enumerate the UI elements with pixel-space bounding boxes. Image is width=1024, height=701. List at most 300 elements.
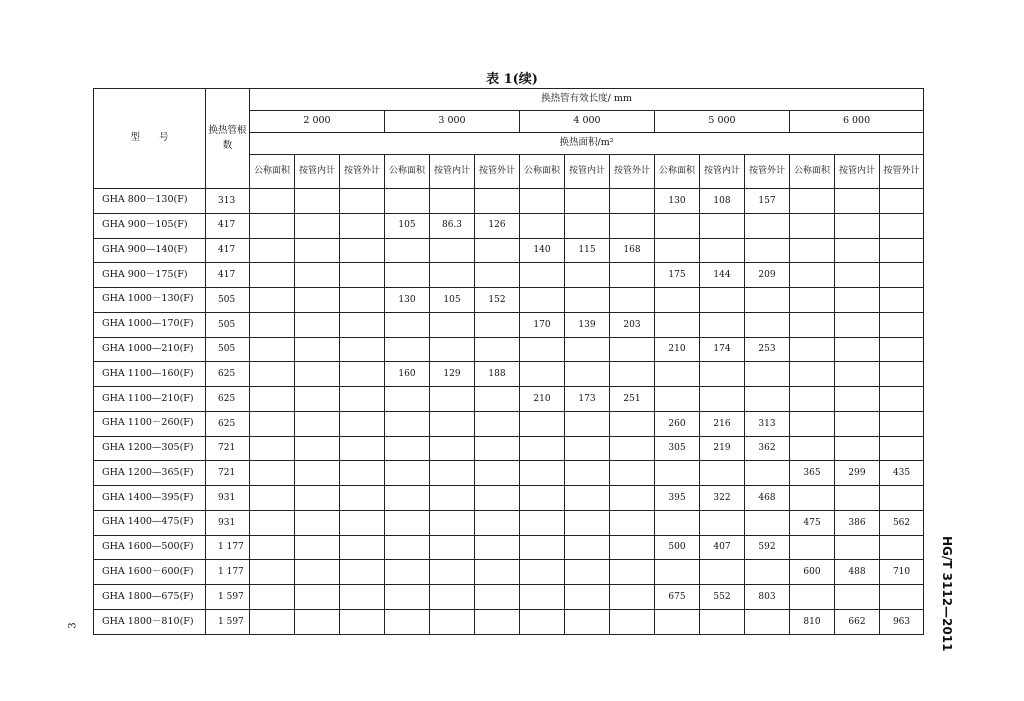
value-cell: [835, 585, 880, 610]
value-cell: [745, 213, 790, 238]
value-cell: [475, 486, 520, 511]
value-cell: [385, 461, 430, 486]
value-cell: [520, 585, 565, 610]
tube-count-cell: 417: [206, 263, 250, 288]
value-cell: [340, 238, 385, 263]
table-row: [94, 288, 924, 313]
value-cell: [610, 337, 655, 362]
tube-count-cell: 625: [206, 387, 250, 412]
value-cell: [430, 238, 475, 263]
value-cell: [655, 238, 700, 263]
header-sub-1-2: 按管外计: [475, 155, 520, 189]
value-cell: [385, 387, 430, 412]
value-cell: [430, 337, 475, 362]
value-cell: [295, 535, 340, 560]
tube-count-cell: 625: [206, 362, 250, 387]
value-cell: [250, 610, 295, 635]
tube-count-cell: 1 177: [206, 560, 250, 585]
value-cell: [385, 535, 430, 560]
value-cell: [790, 263, 835, 288]
value-cell: [790, 238, 835, 263]
value-cell: 500: [655, 535, 700, 560]
value-cell: [790, 312, 835, 337]
value-cell: 365: [790, 461, 835, 486]
header-sub-3-2: 按管外计: [745, 155, 790, 189]
value-cell: [880, 288, 924, 313]
table-row: [94, 263, 924, 288]
value-cell: [385, 337, 430, 362]
table-row: [94, 535, 924, 560]
value-cell: [520, 436, 565, 461]
model-cell: GHA 1100－260(F): [94, 411, 206, 436]
value-cell: [520, 560, 565, 585]
value-cell: [700, 213, 745, 238]
value-cell: [610, 288, 655, 313]
value-cell: 115: [565, 238, 610, 263]
value-cell: 810: [790, 610, 835, 635]
value-cell: [430, 263, 475, 288]
value-cell: [250, 238, 295, 263]
value-cell: 86.3: [430, 213, 475, 238]
value-cell: [520, 288, 565, 313]
value-cell: [295, 610, 340, 635]
model-cell: GHA 1600—500(F): [94, 535, 206, 560]
standard-code: HG/T 3112—2011: [940, 536, 954, 652]
value-cell: [790, 213, 835, 238]
value-cell: [475, 610, 520, 635]
tube-count-cell: 505: [206, 312, 250, 337]
value-cell: 386: [835, 510, 880, 535]
value-cell: [880, 238, 924, 263]
value-cell: 710: [880, 560, 924, 585]
value-cell: [475, 312, 520, 337]
value-cell: [295, 288, 340, 313]
value-cell: [475, 189, 520, 214]
value-cell: [880, 189, 924, 214]
value-cell: [610, 560, 655, 585]
value-cell: [250, 288, 295, 313]
value-cell: [880, 213, 924, 238]
value-cell: [385, 486, 430, 511]
value-cell: [340, 560, 385, 585]
value-cell: 144: [700, 263, 745, 288]
value-cell: [880, 585, 924, 610]
value-cell: [340, 288, 385, 313]
table-caption: 表 1(续): [486, 72, 538, 87]
value-cell: [790, 387, 835, 412]
table-row: [94, 610, 924, 635]
value-cell: [250, 189, 295, 214]
value-cell: [835, 411, 880, 436]
value-cell: [790, 585, 835, 610]
value-cell: [565, 560, 610, 585]
value-cell: [745, 312, 790, 337]
header-length-6000: 6 000: [790, 111, 924, 133]
value-cell: [340, 362, 385, 387]
value-cell: [295, 312, 340, 337]
value-cell: 152: [475, 288, 520, 313]
value-cell: [340, 436, 385, 461]
value-cell: 126: [475, 213, 520, 238]
value-cell: [700, 288, 745, 313]
value-cell: 140: [520, 238, 565, 263]
value-cell: [295, 189, 340, 214]
value-cell: [295, 461, 340, 486]
value-cell: 139: [565, 312, 610, 337]
model-cell: GHA 1200—365(F): [94, 461, 206, 486]
value-cell: [835, 436, 880, 461]
value-cell: [385, 436, 430, 461]
value-cell: [565, 213, 610, 238]
value-cell: 170: [520, 312, 565, 337]
value-cell: 160: [385, 362, 430, 387]
value-cell: [430, 436, 475, 461]
value-cell: [610, 610, 655, 635]
value-cell: [565, 189, 610, 214]
header-length-2000: 2 000: [250, 111, 385, 133]
table-row: [94, 461, 924, 486]
tube-count-cell: 505: [206, 337, 250, 362]
value-cell: [385, 585, 430, 610]
value-cell: 105: [430, 288, 475, 313]
value-cell: [565, 585, 610, 610]
value-cell: [520, 213, 565, 238]
value-cell: [610, 263, 655, 288]
value-cell: [520, 535, 565, 560]
value-cell: [520, 610, 565, 635]
value-cell: 552: [700, 585, 745, 610]
page-number: 3: [67, 622, 79, 629]
value-cell: [700, 362, 745, 387]
value-cell: [250, 387, 295, 412]
value-cell: 188: [475, 362, 520, 387]
table-row: [94, 560, 924, 585]
value-cell: 963: [880, 610, 924, 635]
value-cell: [700, 238, 745, 263]
value-cell: [385, 560, 430, 585]
value-cell: [250, 585, 295, 610]
value-cell: [430, 510, 475, 535]
tube-count-cell: 1 597: [206, 610, 250, 635]
value-cell: [295, 585, 340, 610]
tube-count-cell: 625: [206, 411, 250, 436]
value-cell: [250, 312, 295, 337]
value-cell: [475, 238, 520, 263]
value-cell: [340, 461, 385, 486]
value-cell: [430, 560, 475, 585]
value-cell: [385, 189, 430, 214]
value-cell: [835, 387, 880, 412]
value-cell: 468: [745, 486, 790, 511]
value-cell: [250, 486, 295, 511]
value-cell: 313: [745, 411, 790, 436]
value-cell: [385, 610, 430, 635]
value-cell: 108: [700, 189, 745, 214]
value-cell: [250, 337, 295, 362]
value-cell: [700, 461, 745, 486]
header-sub-2-1: 按管内计: [565, 155, 610, 189]
value-cell: [430, 189, 475, 214]
value-cell: [295, 238, 340, 263]
value-cell: [520, 411, 565, 436]
tube-count-cell: 505: [206, 288, 250, 313]
value-cell: [880, 436, 924, 461]
value-cell: 209: [745, 263, 790, 288]
value-cell: [655, 288, 700, 313]
value-cell: [700, 610, 745, 635]
table-row: [94, 436, 924, 461]
value-cell: 592: [745, 535, 790, 560]
value-cell: [340, 610, 385, 635]
value-cell: 203: [610, 312, 655, 337]
value-cell: [790, 189, 835, 214]
value-cell: [340, 312, 385, 337]
header-sub-0-1: 按管内计: [295, 155, 340, 189]
value-cell: [475, 461, 520, 486]
value-cell: 168: [610, 238, 655, 263]
model-cell: GHA 1800—675(F): [94, 585, 206, 610]
model-cell: GHA 1800－810(F): [94, 610, 206, 635]
value-cell: 407: [700, 535, 745, 560]
value-cell: [520, 337, 565, 362]
value-cell: [385, 263, 430, 288]
value-cell: [340, 411, 385, 436]
value-cell: [340, 189, 385, 214]
value-cell: [880, 411, 924, 436]
value-cell: [655, 461, 700, 486]
value-cell: [475, 411, 520, 436]
value-cell: [430, 610, 475, 635]
value-cell: [790, 436, 835, 461]
value-cell: 251: [610, 387, 655, 412]
value-cell: [745, 510, 790, 535]
value-cell: [835, 189, 880, 214]
value-cell: [340, 387, 385, 412]
value-cell: [655, 560, 700, 585]
tube-count-cell: 931: [206, 486, 250, 511]
table-row: [94, 486, 924, 511]
value-cell: 174: [700, 337, 745, 362]
value-cell: 175: [655, 263, 700, 288]
value-cell: [655, 312, 700, 337]
value-cell: [430, 535, 475, 560]
value-cell: [295, 486, 340, 511]
value-cell: [610, 486, 655, 511]
value-cell: [340, 510, 385, 535]
value-cell: [250, 535, 295, 560]
value-cell: 362: [745, 436, 790, 461]
value-cell: [295, 263, 340, 288]
heat-exchanger-table: [93, 88, 924, 635]
value-cell: 129: [430, 362, 475, 387]
value-cell: [610, 585, 655, 610]
model-cell: GHA 1000－130(F): [94, 288, 206, 313]
value-cell: 253: [745, 337, 790, 362]
value-cell: [835, 486, 880, 511]
value-cell: [295, 411, 340, 436]
value-cell: [565, 411, 610, 436]
value-cell: [475, 510, 520, 535]
header-sub-0-2: 按管外计: [340, 155, 385, 189]
value-cell: [745, 461, 790, 486]
value-cell: [565, 362, 610, 387]
value-cell: [700, 387, 745, 412]
table-row: [94, 411, 924, 436]
value-cell: [790, 288, 835, 313]
table-row: [94, 585, 924, 610]
value-cell: [880, 535, 924, 560]
value-cell: 675: [655, 585, 700, 610]
value-cell: 105: [385, 213, 430, 238]
value-cell: [790, 411, 835, 436]
value-cell: 488: [835, 560, 880, 585]
model-cell: GHA 1400—395(F): [94, 486, 206, 511]
value-cell: 662: [835, 610, 880, 635]
value-cell: 130: [655, 189, 700, 214]
value-cell: [430, 312, 475, 337]
value-cell: 395: [655, 486, 700, 511]
tube-count-cell: 931: [206, 510, 250, 535]
value-cell: [880, 337, 924, 362]
value-cell: [565, 610, 610, 635]
header-sub-0-0: 公称面积: [250, 155, 295, 189]
value-cell: [565, 510, 610, 535]
value-cell: [880, 263, 924, 288]
table-row: [94, 387, 924, 412]
value-cell: [430, 387, 475, 412]
value-cell: 562: [880, 510, 924, 535]
value-cell: [790, 362, 835, 387]
value-cell: [385, 238, 430, 263]
value-cell: 219: [700, 436, 745, 461]
header-sub-3-0: 公称面积: [655, 155, 700, 189]
header-length-label: 换热管有效长度/ mm: [250, 89, 924, 111]
header-sub-2-2: 按管外计: [610, 155, 655, 189]
value-cell: [700, 560, 745, 585]
value-cell: 322: [700, 486, 745, 511]
value-cell: 157: [745, 189, 790, 214]
value-cell: [745, 288, 790, 313]
value-cell: [520, 263, 565, 288]
value-cell: [790, 486, 835, 511]
value-cell: [745, 362, 790, 387]
value-cell: [340, 486, 385, 511]
value-cell: [340, 213, 385, 238]
header-sub-1-0: 公称面积: [385, 155, 430, 189]
model-cell: GHA 1000—170(F): [94, 312, 206, 337]
value-cell: [430, 411, 475, 436]
value-cell: 435: [880, 461, 924, 486]
value-cell: [565, 535, 610, 560]
value-cell: 210: [655, 337, 700, 362]
model-cell: GHA 1100—160(F): [94, 362, 206, 387]
value-cell: [475, 387, 520, 412]
value-cell: [835, 238, 880, 263]
header-sub-1-1: 按管内计: [430, 155, 475, 189]
value-cell: [430, 461, 475, 486]
value-cell: [835, 535, 880, 560]
value-cell: [295, 436, 340, 461]
value-cell: [520, 461, 565, 486]
header-sub-3-1: 按管内计: [700, 155, 745, 189]
value-cell: 803: [745, 585, 790, 610]
table-row: [94, 189, 924, 214]
value-cell: [610, 461, 655, 486]
value-cell: [745, 387, 790, 412]
table-row: [94, 362, 924, 387]
value-cell: [475, 560, 520, 585]
value-cell: [295, 560, 340, 585]
tube-count-cell: 417: [206, 238, 250, 263]
value-cell: [880, 362, 924, 387]
value-cell: [520, 189, 565, 214]
value-cell: [520, 510, 565, 535]
table-row: [94, 312, 924, 337]
value-cell: [565, 461, 610, 486]
value-cell: 475: [790, 510, 835, 535]
tube-count-cell: 1 597: [206, 585, 250, 610]
header-sub-4-2: 按管外计: [880, 155, 924, 189]
value-cell: [610, 436, 655, 461]
value-cell: [340, 337, 385, 362]
value-cell: [250, 362, 295, 387]
value-cell: [610, 535, 655, 560]
model-cell: GHA 1000—210(F): [94, 337, 206, 362]
tube-count-cell: 313: [206, 189, 250, 214]
value-cell: [385, 510, 430, 535]
value-cell: [700, 510, 745, 535]
value-cell: 260: [655, 411, 700, 436]
value-cell: [565, 337, 610, 362]
tube-count-cell: 1 177: [206, 535, 250, 560]
value-cell: [250, 213, 295, 238]
value-cell: [835, 337, 880, 362]
value-cell: 600: [790, 560, 835, 585]
value-cell: 305: [655, 436, 700, 461]
header-length-5000: 5 000: [655, 111, 790, 133]
tube-count-cell: 721: [206, 461, 250, 486]
value-cell: [880, 486, 924, 511]
value-cell: [250, 263, 295, 288]
value-cell: [655, 387, 700, 412]
value-cell: [520, 362, 565, 387]
value-cell: [475, 337, 520, 362]
value-cell: [835, 312, 880, 337]
value-cell: [655, 610, 700, 635]
model-cell: GHA 900－105(F): [94, 213, 206, 238]
value-cell: [250, 461, 295, 486]
value-cell: [835, 263, 880, 288]
value-cell: [790, 337, 835, 362]
model-cell: GHA 1400—475(F): [94, 510, 206, 535]
header-area-label: 换热面积/m²: [250, 133, 924, 155]
value-cell: [295, 337, 340, 362]
value-cell: [295, 213, 340, 238]
value-cell: 173: [565, 387, 610, 412]
model-cell: GHA 1100—210(F): [94, 387, 206, 412]
value-cell: [565, 263, 610, 288]
value-cell: [835, 362, 880, 387]
table-row: [94, 510, 924, 535]
value-cell: [745, 610, 790, 635]
value-cell: [880, 387, 924, 412]
model-cell: GHA 900—140(F): [94, 238, 206, 263]
value-cell: [610, 411, 655, 436]
header-length-4000: 4 000: [520, 111, 655, 133]
value-cell: [295, 510, 340, 535]
value-cell: [295, 362, 340, 387]
value-cell: 299: [835, 461, 880, 486]
